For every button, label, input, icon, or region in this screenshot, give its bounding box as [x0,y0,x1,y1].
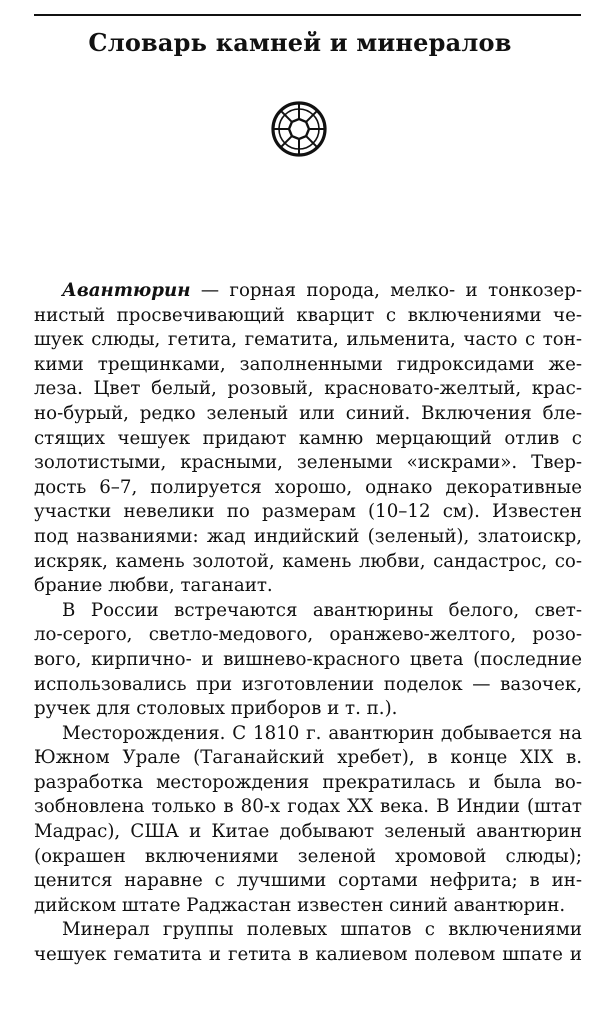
text-line: Авантюрин — горная порода, мелко- и тонкозер- [62,280,582,301]
text-line: ручек для столовых приборов и т. п.). [34,698,398,720]
gem-ornament-icon [270,100,328,158]
text-line: Минерал группы полевых шпатов с включениями [62,919,582,941]
text-line: шуек слюды, гетита, гематита, ильменита, часто с тон- [34,329,582,351]
page-title: Словарь камней и минералов [88,28,512,57]
text-line: (окрашен включениями зеленой хромовой слюды); [34,845,582,867]
text-line: кими трещинками, заполненными гидроксидами же- [34,353,582,375]
text-line: стящих чешуек придают камню мерцающий отлив с [34,427,582,449]
text-line: Месторождения. С 1810 г. авантюрин добывается на [62,722,582,744]
text-line: но-бурый, редко зеленый или синий. Включения бле- [34,402,582,424]
text-line: нистый просвечивающий кварцит с включениями че- [34,304,582,326]
top-rule [34,14,581,16]
text-line: искряк, камень золотой, камень любви, сандастрос, со- [34,550,582,572]
text-line: Мадрас), США и Китае добывают зеленый авантюрин [34,821,582,843]
text-line: использовались при изготовлении поделок — вазочек, [34,673,582,695]
text-line: брание любви, таганаит. [34,575,273,597]
text-line: ло-серого, светло-медового, оранжево-желтого, розо- [34,624,582,646]
text-line: дийском штате Раджастан известен синий авантюрин. [34,894,566,916]
text-line: В России встречаются авантюрины белого, свет- [62,599,582,621]
text-line: леза. Цвет белый, розовый, красновато-желтый, крас- [34,378,582,400]
text-line: чешуек гематита и гетита в калиевом полевом шпате и [34,944,582,966]
text-line: дость 6–7, полируется хорошо, однако декоративные [34,476,582,498]
text-line: ценится наравне с лучшими сортами нефрита; в ин- [34,870,582,892]
text-line: под названиями: жад индийский (зеленый), златоискр, [34,525,582,547]
text-line: вого, кирпично- и вишнево-красного цвета (последние [34,648,582,670]
text-line: зобновлена только в 80-х годах XX века. В Индии (штат [34,796,582,818]
text-line: участки невелики по размерам (10–12 см). Известен [34,501,582,523]
text-line: разработка месторождения прекратилась и была во- [34,771,582,793]
text-line: Южном Урале (Таганайский хребет), в конце XIX в. [34,747,582,769]
text-line: золотистыми, красными, зелеными «искрами». Твер- [34,452,582,474]
entry-body [34,279,582,968]
entry-term: Авантюрин [62,280,191,301]
